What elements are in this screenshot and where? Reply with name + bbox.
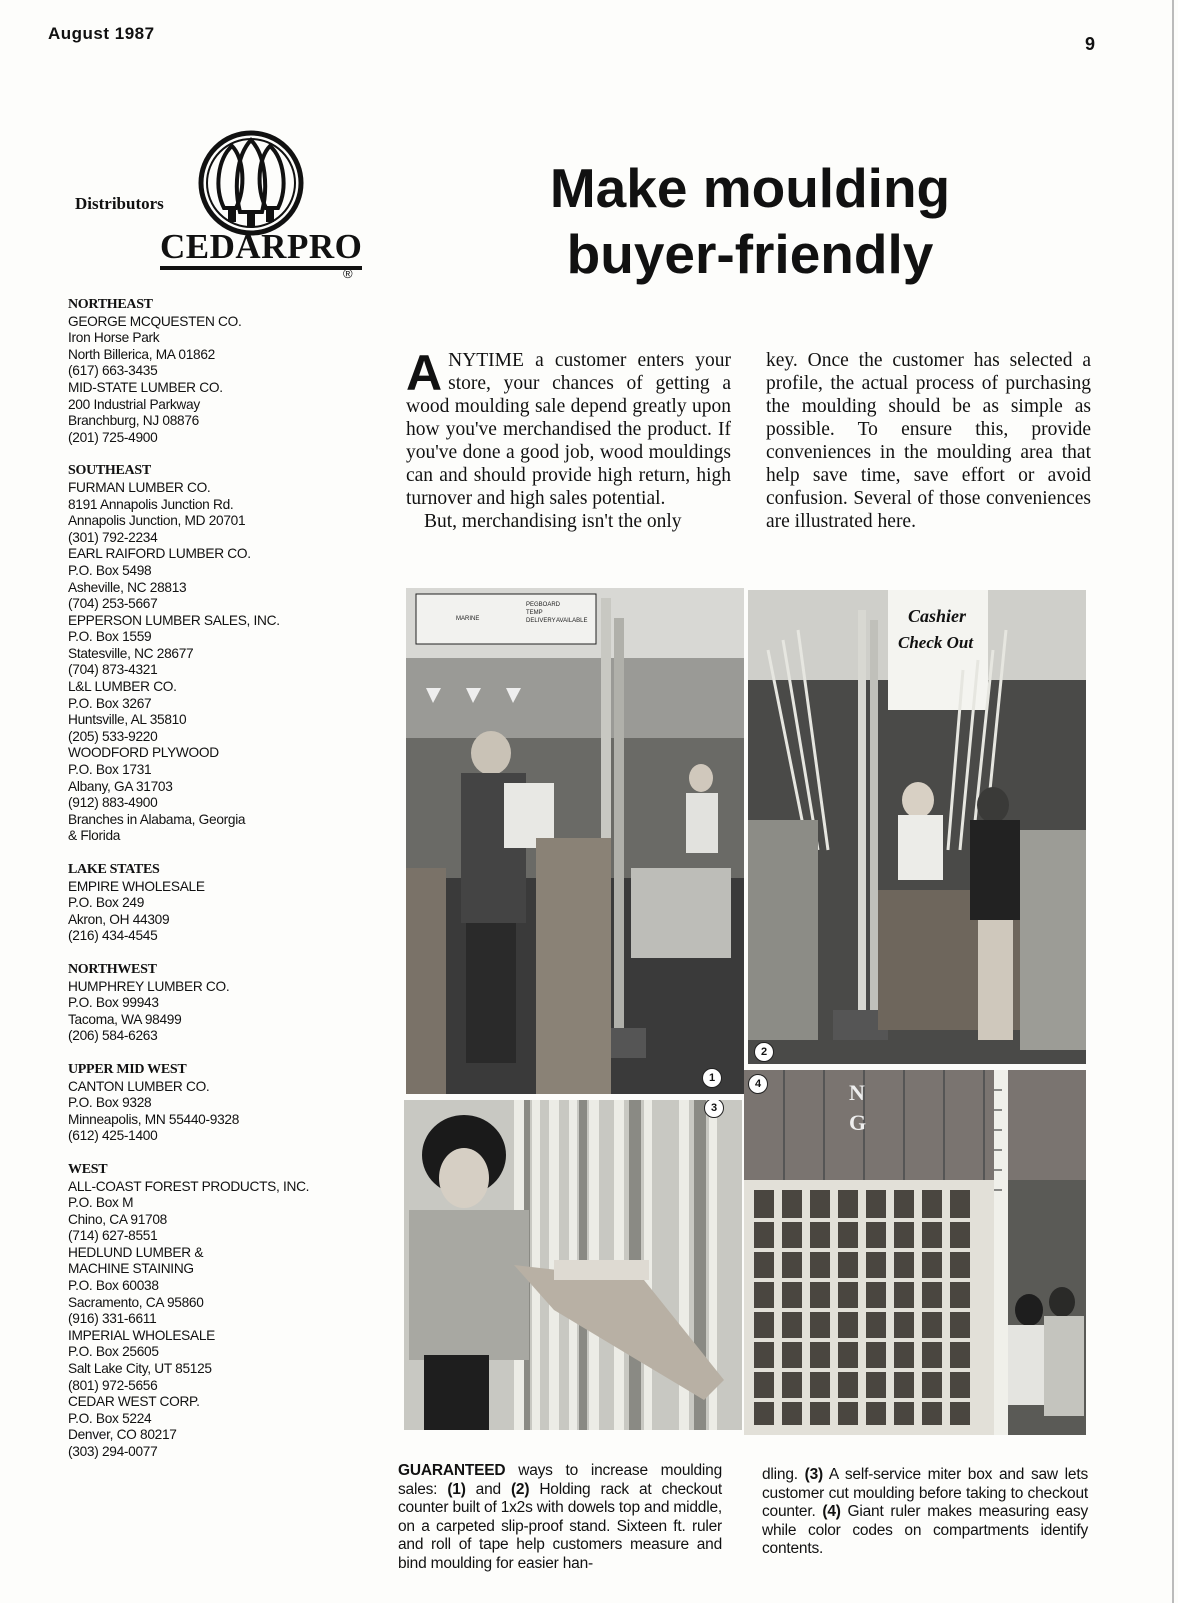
distributor-line: (205) 533-9220 [68,728,158,744]
photo-giant-ruler [744,1070,1086,1435]
distributor-line: GEORGE MCQUESTEN CO. [68,313,242,329]
caption-text-4: A self-service miter box and saw lets customer cut moulding before taking to checkout counter. [762,1466,1088,1520]
caption-text-5: Giant ruler makes measuring easy while color codes on compartments identify contents. [762,1503,1088,1557]
region-title: LAKE STATES [68,862,160,877]
distributor-line: 200 Industrial Parkway [68,396,200,412]
distributor-line: (216) 434-4545 [68,928,158,944]
sign-delivery: DELIVERY [526,618,556,624]
distributor-line: (801) 972-5656 [68,1377,158,1393]
distributor-line: (301) 792-2234 [68,529,158,545]
title-line-1: Make moulding [549,157,951,219]
article-column-1 [406,345,731,533]
page-edge [1172,0,1174,1603]
caption-lead: GUARANTEED [398,1462,506,1479]
sign-pegboard: PEGBOARD [526,602,561,608]
distributor-line: Statesville, NC 28677 [68,645,194,661]
distributor-line: FURMAN LUMBER CO. [68,479,211,495]
title-line-2: buyer-friendly [566,223,934,285]
paragraph-3: key. Once the customer has selected a profile, the actual process of purchasing the moulding should be as simple as possible. To ensure this, provide conveniences in the moulding area that help save time, save effort or avoid confusion. Several of those conveniences are illustrated here. [766,350,1091,532]
region-title: NORTHWEST [68,961,157,977]
distributor-line: IMPERIAL WHOLESALE [68,1327,215,1343]
photo-badge-3: 3 [704,1100,724,1118]
distributor-list [68,297,368,1478]
distributor-line: P.O. Box 5498 [68,562,152,578]
distributor-line: P.O. Box M [68,1195,134,1211]
region-title: WEST [68,1161,108,1177]
distributor-line: MACHINE STAINING [68,1261,194,1277]
distributor-line: HEDLUND LUMBER & [68,1244,204,1260]
caption-ref-3: (3) [804,1466,823,1483]
distributor-line: EMPIRE WHOLESALE [68,878,205,894]
distributor-line: (704) 873-4321 [68,662,158,678]
distributor-line: CEDAR WEST CORP. [68,1394,200,1410]
photo-cashier-checkout [748,590,1086,1064]
caption-text-2: Holding rack at checkout counter built of 1x2s with dowels top and middle, on a carpeted slip-proof stand. Sixteen ft. ruler and roll of tape help customers measure and bind moulding for easier han- [398,1480,722,1572]
distributor-line: Tacoma, WA 98499 [68,1011,182,1027]
distributor-line: ALL-COAST FOREST PRODUCTS, INC. [68,1178,310,1194]
distributor-line: P.O. Box 9328 [68,1095,152,1111]
photo-badge-4: 4 [748,1074,768,1094]
wall-letter-n: N [849,1080,865,1105]
distributor-line: P.O. Box 99943 [68,995,159,1011]
sign-temp: TEMP [526,610,543,616]
distributor-line: Asheville, NC 28813 [68,579,187,595]
region-lake-states [68,862,368,945]
distributor-line: Akron, OH 44309 [68,911,170,927]
wall-letter-g: G [849,1110,867,1135]
distributor-line: L&L LUMBER CO. [68,679,177,695]
article-column-2 [766,349,1091,533]
region-southeast [68,463,368,845]
caption-ref-4: (4) [822,1503,841,1520]
distributor-line: (617) 663-3435 [68,363,158,379]
distributor-line: Denver, CO 80217 [68,1427,177,1443]
distributor-line: Annapolis Junction, MD 20701 [68,513,246,529]
distributor-line: Salt Lake City, UT 85125 [68,1361,212,1377]
page-number: 9 [1085,34,1096,54]
distributor-line: Sacramento, CA 95860 [68,1294,204,1310]
brand-wordmark: CEDARPRO [160,228,362,270]
region-west [68,1162,368,1461]
distributor-line: HUMPHREY LUMBER CO. [68,978,230,994]
distributor-line: Huntsville, AL 35810 [68,712,187,728]
sign-available: AVAILABLE [556,618,588,624]
sign-check-out: Check Out [898,633,974,652]
distributor-line: Chino, CA 91708 [68,1211,167,1227]
distributor-line: CANTON LUMBER CO. [68,1078,210,1094]
issue-date: August 1987 [48,24,155,43]
paragraph-2: But, merchandising isn't the only [424,511,682,532]
distributor-line: (303) 294-0077 [68,1444,158,1459]
distributor-line: North Billerica, MA 01862 [68,346,215,362]
distributor-line: P.O. Box 1559 [68,629,152,645]
photo-badge-1: 1 [702,1068,722,1088]
caption-and: and [465,1480,511,1498]
photo-caption-part-1 [398,1462,722,1573]
distributor-line: P.O. Box 60038 [68,1278,159,1294]
paragraph-1: NYTIME a customer enters your store, your chances of getting a wood moulding sale depend greatly upon how you've merchandised the product. If you've done a good job, wood mouldings can and should provide high return, high turnover and high sales potential. [406,350,731,509]
distributor-line: MID-STATE LUMBER CO. [68,379,223,395]
sign-marine: MARINE [456,616,480,622]
caption-ref-2: (2) [510,1480,530,1498]
distributor-line: (714) 627-8551 [68,1228,158,1244]
article-title [470,155,1030,287]
region-northwest [68,962,368,1045]
region-title: SOUTHEAST [68,463,151,479]
distributor-line: 8191 Annapolis Junction Rd. [68,496,234,512]
region-upper-mid-west [68,1062,368,1145]
distributor-line: P.O. Box 249 [68,895,145,911]
distributor-line: (704) 253-5667 [68,596,158,612]
distributor-line: EARL RAIFORD LUMBER CO. [68,546,251,562]
distributor-line: (912) 883-4900 [68,795,158,811]
caption-ref-1: (1) [447,1480,466,1498]
distributor-line: Branchburg, NJ 08876 [68,413,199,429]
distributor-line: WOODFORD PLYWOOD [68,745,219,761]
region-title: UPPER MID WEST [68,1061,187,1077]
photo-checkout-rack [406,588,744,1094]
distributor-line: EPPERSON LUMBER SALES, INC. [68,612,280,628]
distributor-line: & Florida [68,828,121,844]
distributor-line: (201) 725-4900 [68,429,158,445]
distributor-line: P.O. Box 5224 [68,1410,152,1426]
distributor-line: P.O. Box 1731 [68,762,152,778]
photo-caption-part-2 [762,1466,1088,1559]
caption-text-1: ways to increase moulding sales: [398,1462,722,1498]
registered-mark: ® [343,266,353,281]
distributor-line: (206) 584-6263 [68,1028,158,1044]
distributor-line: Iron Horse Park [68,330,160,346]
distributor-line: Minneapolis, MN 55440-9328 [68,1111,240,1127]
photo-badge-2: 2 [754,1042,774,1062]
distributor-line: Branches in Alabama, Georgia [68,811,246,827]
region-title: NORTHEAST [68,297,153,312]
drop-cap: A [406,345,443,401]
distributor-line: (612) 425-1400 [68,1128,158,1144]
region-northeast [68,297,368,446]
distributors-label: Distributors [75,194,164,213]
sign-cashier: Cashier [908,606,967,626]
distributor-line: P.O. Box 25605 [68,1344,159,1360]
distributor-line: P.O. Box 3267 [68,695,152,711]
caption-text-3: dling. [762,1466,805,1483]
cedarpro-tree-logo-icon [196,128,306,238]
distributor-line: Albany, GA 31703 [68,778,173,794]
distributor-line: (916) 331-6611 [68,1311,157,1327]
photo-miter-box [404,1100,742,1430]
